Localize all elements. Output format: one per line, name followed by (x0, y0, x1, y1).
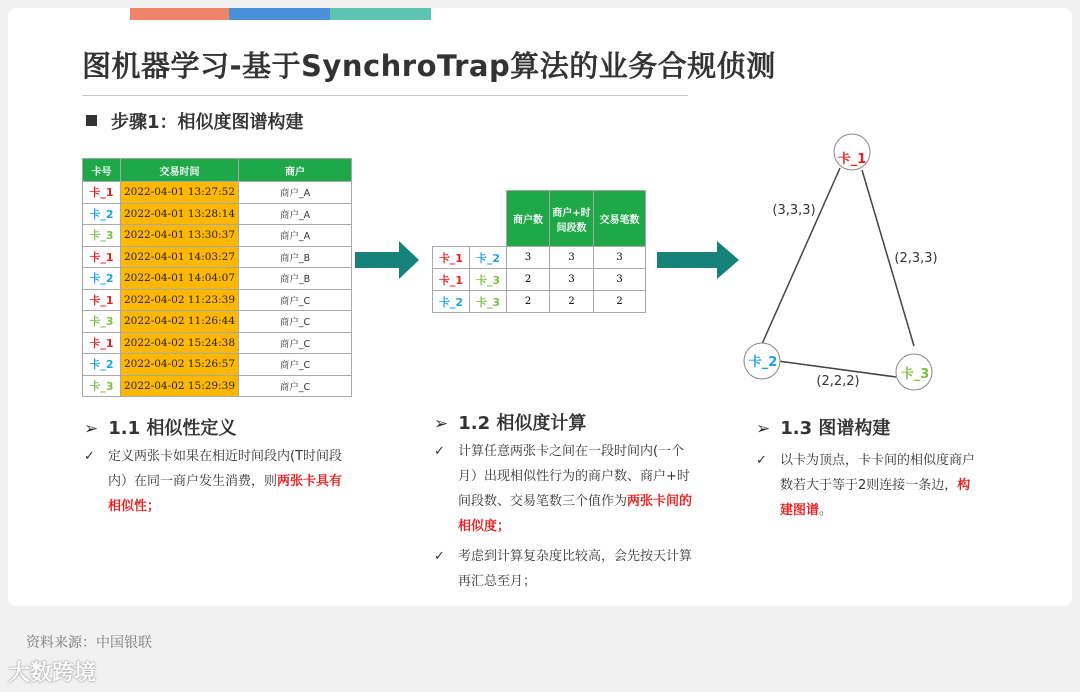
section-heading-text: 1.2 相似度计算 (458, 413, 587, 434)
square-bullet-icon (86, 115, 97, 126)
cell-time: 2022-04-01 13:30:37 (121, 225, 239, 247)
similarity-graph (730, 120, 970, 400)
cell-card-b: 卡_2 (470, 247, 507, 269)
section-heading-1-1 (84, 414, 236, 440)
bullet-text-tail: 。 (819, 503, 833, 518)
section-1-2-bullet-1 (434, 439, 698, 539)
section-1-3-bullet (756, 448, 980, 523)
column-header-merchant-count: 商户数 (507, 191, 550, 247)
bullet-text: 定义两张卡如果在相近时间段内(T时间段内）在同一商户发生消费，则 (108, 449, 343, 489)
section-heading-1-3 (756, 414, 890, 440)
cell-card-b: 卡_3 (470, 291, 507, 313)
table-row (83, 311, 352, 333)
title-divider (82, 95, 688, 96)
cell-merchant: 商户_C (239, 354, 352, 376)
table-row (83, 182, 352, 204)
table-row (83, 375, 352, 397)
blank-header-cell (470, 191, 507, 247)
column-header-txn-count: 交易笔数 (594, 191, 646, 247)
step-heading-text: 步骤1：相似度图谱构建 (111, 112, 304, 133)
cell-time: 2022-04-02 11:26:44 (121, 311, 239, 333)
cell-card: 卡_1 (83, 182, 121, 204)
check-icon: ✓ (434, 549, 445, 564)
cell-merchant: 商户_B (239, 268, 352, 290)
cell-time: 2022-04-02 15:29:39 (121, 375, 239, 397)
table-row (83, 203, 352, 225)
cell-card: 卡_2 (83, 268, 121, 290)
chevron-right-icon: ➢ (84, 419, 99, 439)
cell-card: 卡_1 (83, 332, 121, 354)
watermark-logo: 大数跨境 (8, 661, 97, 686)
cell-time: 2022-04-01 13:27:52 (121, 182, 239, 204)
cell-merchant: 商户_A (239, 203, 352, 225)
cell-card-a: 卡_1 (433, 269, 470, 291)
bullet-text: 考虑到计算复杂度比较高，会先按天计算再汇总至月； (458, 549, 693, 589)
graph-node-label-1: 卡_1 (837, 152, 867, 167)
page-title: 图机器学习-基于SynchroTrap算法的业务合规侦测 (82, 49, 776, 83)
cell-card: 卡_2 (83, 354, 121, 376)
graph-edge-label-1-2: (3,3,3) (772, 203, 816, 218)
cell-merchant: 商户_A (239, 225, 352, 247)
cell-merchant: 商户_B (239, 246, 352, 268)
source-note: 资料来源：中国银联 (26, 635, 152, 651)
check-icon: ✓ (756, 453, 767, 468)
bullet-highlight: 两张卡具有相似性； (108, 474, 343, 514)
accent-bar-teal (330, 8, 431, 20)
cell-merchant: 商户_A (239, 182, 352, 204)
similarity-table (432, 190, 646, 313)
accent-bar-orange (130, 8, 229, 20)
cell-merchant: 商户_C (239, 375, 352, 397)
section-heading-text: 1.3 图谱构建 (780, 418, 891, 439)
table-row (433, 291, 646, 313)
table-row (433, 269, 646, 291)
bullet-highlight: 两张卡间的相似度； (458, 494, 693, 534)
arrow-right-icon (355, 240, 421, 280)
cell-merchant-time-count: 3 (550, 247, 594, 269)
table-row (83, 289, 352, 311)
section-heading-1-2 (434, 409, 586, 435)
cell-card-a: 卡_2 (433, 291, 470, 313)
section-1-2-bullet-2 (434, 544, 698, 594)
column-header-time: 交易时间 (121, 159, 239, 182)
cell-merchant-count: 3 (507, 247, 550, 269)
section-1-1-bullet (84, 444, 348, 519)
cell-merchant: 商户_C (239, 289, 352, 311)
step-heading (86, 108, 304, 134)
chevron-right-icon: ➢ (756, 419, 771, 439)
graph-node-label-2: 卡_2 (748, 355, 778, 370)
arrow-right-icon (657, 240, 741, 280)
check-icon: ✓ (84, 449, 95, 464)
cell-time: 2022-04-02 11:23:39 (121, 289, 239, 311)
cell-card: 卡_3 (83, 375, 121, 397)
cell-card: 卡_1 (83, 289, 121, 311)
table-row (83, 332, 352, 354)
cell-time: 2022-04-01 13:28:14 (121, 203, 239, 225)
table-row (83, 225, 352, 247)
column-header-card: 卡号 (83, 159, 121, 182)
accent-bar-blue (229, 8, 330, 20)
cell-merchant-count: 2 (507, 291, 550, 313)
cell-merchant: 商户_C (239, 311, 352, 333)
column-header-merchant-time-count: 商户+时间段数 (550, 191, 594, 247)
chevron-right-icon: ➢ (434, 414, 449, 434)
cell-card: 卡_2 (83, 203, 121, 225)
table-row (433, 247, 646, 269)
bullet-text: 计算任意两张卡之间在一段时间内(一个月）出现相似性行为的商户数、商户+时间段数、交易笔数三个值作为 (458, 444, 690, 509)
cell-time: 2022-04-01 14:03:27 (121, 246, 239, 268)
graph-edge-label-1-3: (2,3,3) (894, 251, 938, 266)
transactions-table (82, 158, 352, 397)
graph-edge-label-2-3: (2,2,2) (816, 374, 860, 389)
cell-merchant-count: 2 (507, 269, 550, 291)
cell-time: 2022-04-01 14:04:07 (121, 268, 239, 290)
cell-merchant: 商户_C (239, 332, 352, 354)
column-header-merchant: 商户 (239, 159, 352, 182)
cell-merchant-time-count: 3 (550, 269, 594, 291)
table-header-row (83, 159, 352, 182)
blank-header-cell (433, 191, 470, 247)
cell-merchant-time-count: 2 (550, 291, 594, 313)
cell-txn-count: 3 (594, 269, 646, 291)
cell-card: 卡_3 (83, 311, 121, 333)
cell-txn-count: 3 (594, 247, 646, 269)
cell-card-b: 卡_3 (470, 269, 507, 291)
table-header-row (433, 191, 646, 247)
graph-edge-1-2 (762, 168, 840, 344)
cell-time: 2022-04-02 15:26:57 (121, 354, 239, 376)
table-row (83, 354, 352, 376)
table-row (83, 268, 352, 290)
cell-time: 2022-04-02 15:24:38 (121, 332, 239, 354)
bullet-highlight: 构建图谱 (780, 478, 971, 518)
table-row (83, 246, 352, 268)
graph-node-label-3: 卡_3 (900, 367, 930, 382)
check-icon: ✓ (434, 444, 445, 459)
cell-card-a: 卡_1 (433, 247, 470, 269)
section-heading-text: 1.1 相似性定义 (108, 418, 237, 439)
bullet-text: 以卡为顶点，卡卡间的相似度商户数若大于等于2则连接一条边， (780, 453, 976, 493)
cell-card: 卡_3 (83, 225, 121, 247)
cell-txn-count: 2 (594, 291, 646, 313)
cell-card: 卡_1 (83, 246, 121, 268)
